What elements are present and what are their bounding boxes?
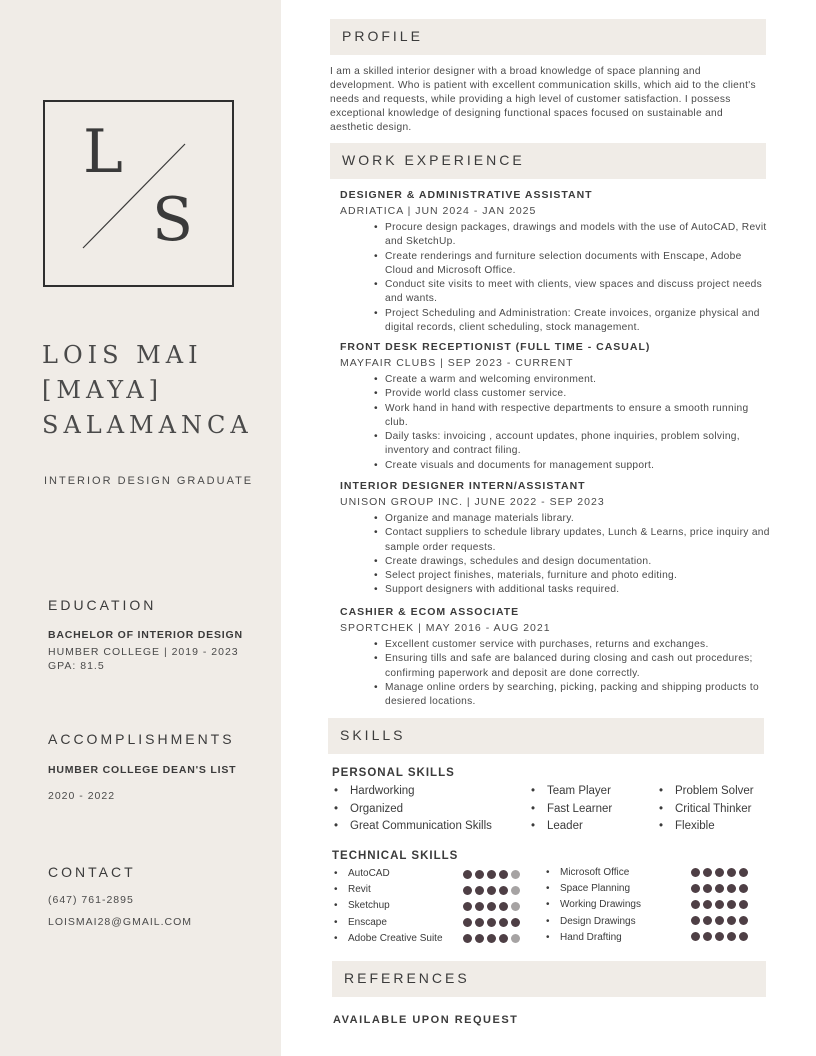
- job-bullet: • Contact suppliers to schedule library updates, Lunch & Learns, price inquiry and sample order requests.: [385, 526, 770, 555]
- rating-dot-filled: [475, 918, 484, 927]
- rating-dot-filled: [691, 932, 700, 941]
- sidebar: [0, 0, 281, 1056]
- rating-dot-filled: [715, 868, 724, 877]
- rating-dot-filled: [691, 884, 700, 893]
- contact-phone[interactable]: (647) 761-2895: [48, 894, 134, 906]
- job-meta: SPORTCHEK | MAY 2016 - AUG 2021: [340, 622, 551, 634]
- education-degree: BACHELOR OF INTERIOR DESIGN: [48, 629, 243, 641]
- job-bullet: • Project Scheduling and Administration: Create invoices, organize physical and digital records, client scheduling, stock management.: [385, 307, 770, 336]
- monogram-slash: [45, 102, 232, 285]
- rating-dot-filled: [739, 916, 748, 925]
- job-subtitle: INTERIOR DESIGN GRADUATE: [44, 475, 254, 487]
- personal-skill: • Critical Thinker: [659, 801, 754, 819]
- name-line-2: [MAYA]: [42, 376, 163, 404]
- personal-skill: • Fast Learner: [531, 801, 612, 819]
- job-bullet: • Conduct site visits to meet with clients, view spaces and discuss project needs and wants.: [385, 278, 770, 307]
- rating-dot-empty: [511, 902, 520, 911]
- skills-heading: SKILLS: [340, 727, 406, 743]
- technical-skill-ratings-right: [691, 864, 748, 945]
- skill-rating-row: [463, 898, 520, 914]
- rating-dot-filled: [499, 886, 508, 895]
- job-bullets: [385, 638, 770, 709]
- personal-skill: • Leader: [531, 818, 612, 836]
- education-heading: EDUCATION: [48, 597, 157, 613]
- profile-text: I am a skilled interior designer with a broad knowledge of space planning and development. Who is patient with excellent communication skills, which aid to the client's needs and requests, while providing a high level of customer satisfaction. I possess exceptional knowledge of designing functional spaces focused on sustainable and aesthetic design.: [330, 66, 756, 133]
- rating-dot-filled: [739, 884, 748, 893]
- skills-heading-bar: [328, 718, 764, 754]
- job-bullet: • Excellent customer service with purchases, returns and exchanges.: [385, 638, 770, 652]
- rating-dot-filled: [727, 900, 736, 909]
- rating-dot-empty: [511, 934, 520, 943]
- job-title: DESIGNER & ADMINISTRATIVE ASSISTANT: [340, 189, 593, 201]
- job-title: FRONT DESK RECEPTIONIST (FULL TIME - CASUAL): [340, 341, 651, 353]
- accomplishment-years: 2020 - 2022: [48, 790, 116, 802]
- technical-skill: • Adobe Creative Suite: [334, 931, 443, 947]
- rating-dot-filled: [727, 884, 736, 893]
- rating-dot-filled: [715, 932, 724, 941]
- personal-skill: • Organized: [334, 801, 492, 819]
- rating-dot-filled: [487, 886, 496, 895]
- rating-dot-filled: [487, 870, 496, 879]
- references-heading: REFERENCES: [344, 970, 470, 986]
- personal-skill: • Problem Solver: [659, 783, 754, 801]
- skill-rating-row: [463, 866, 520, 882]
- personal-skills-column: [659, 783, 754, 836]
- skill-rating-row: [463, 915, 520, 931]
- personal-skill: • Hardworking: [334, 783, 492, 801]
- technical-skill: • Working Drawings: [546, 897, 641, 913]
- education-school: HUMBER COLLEGE | 2019 - 2023: [48, 646, 239, 658]
- rating-dot-filled: [727, 916, 736, 925]
- job-bullets: [385, 373, 770, 473]
- rating-dot-filled: [691, 900, 700, 909]
- technical-skills-heading: TECHNICAL SKILLS: [332, 850, 459, 862]
- rating-dot-filled: [703, 884, 712, 893]
- personal-skills-heading: PERSONAL SKILLS: [332, 767, 455, 779]
- education-gpa: GPA: 81.5: [48, 660, 105, 672]
- job-bullet: • Work hand in hand with respective departments to ensure a smooth running club.: [385, 402, 770, 431]
- technical-skill: • Enscape: [334, 915, 443, 931]
- job-bullet: • Provide world class customer service.: [385, 387, 770, 401]
- work-heading: WORK EXPERIENCE: [342, 152, 525, 168]
- rating-dot-filled: [475, 902, 484, 911]
- job-bullet: • Ensuring tills and safe are balanced during closing and cash out procedures; confirming paperwork and deposit are done correctly.: [385, 652, 770, 681]
- rating-dot-filled: [475, 886, 484, 895]
- rating-dot-filled: [475, 870, 484, 879]
- rating-dot-filled: [463, 934, 472, 943]
- rating-dot-empty: [511, 870, 520, 879]
- rating-dot-filled: [703, 868, 712, 877]
- rating-dot-filled: [499, 870, 508, 879]
- name-line-3: SALAMANCA: [42, 411, 253, 439]
- accomplishment-title: HUMBER COLLEGE DEAN'S LIST: [48, 764, 237, 776]
- job-bullet: • Create renderings and furniture selection documents with Enscape, Adobe Cloud and Microsoft Office.: [385, 250, 770, 279]
- job-bullet: • Create a warm and welcoming environment.: [385, 373, 770, 387]
- job-entry: [340, 604, 770, 709]
- rating-dot-filled: [703, 932, 712, 941]
- personal-skill: • Flexible: [659, 818, 754, 836]
- rating-dot-filled: [715, 900, 724, 909]
- rating-dot-filled: [463, 918, 472, 927]
- rating-dot-filled: [487, 902, 496, 911]
- technical-skill: • Space Planning: [546, 881, 641, 897]
- technical-skill-ratings-left: [463, 866, 520, 947]
- rating-dot-filled: [715, 916, 724, 925]
- job-entry: [340, 187, 770, 335]
- rating-dot-filled: [475, 934, 484, 943]
- rating-dot-filled: [727, 868, 736, 877]
- job-bullet: • Organize and manage materials library.: [385, 512, 770, 526]
- rating-dot-filled: [739, 932, 748, 941]
- skill-rating-row: [691, 880, 748, 896]
- skill-rating-row: [691, 864, 748, 880]
- rating-dot-filled: [463, 886, 472, 895]
- skill-rating-row: [691, 896, 748, 912]
- job-entry: [340, 478, 770, 598]
- rating-dot-filled: [739, 868, 748, 877]
- rating-dot-filled: [511, 918, 520, 927]
- technical-skill: • Hand Drafting: [546, 930, 641, 946]
- rating-dot-filled: [487, 934, 496, 943]
- job-bullets: [385, 512, 770, 598]
- skill-rating-row: [691, 929, 748, 945]
- personal-skills-column: [531, 783, 612, 836]
- job-entry: [340, 339, 770, 473]
- technical-skill: • Sketchup: [334, 898, 443, 914]
- rating-dot-filled: [463, 902, 472, 911]
- skill-rating-row: [463, 931, 520, 947]
- rating-dot-filled: [715, 884, 724, 893]
- rating-dot-filled: [487, 918, 496, 927]
- job-bullet: • Daily tasks: invoicing , account updates, phone inquiries, problem solving, inventory and contract filing.: [385, 430, 770, 459]
- job-meta: UNISON GROUP INC. | JUNE 2022 - SEP 2023: [340, 496, 605, 508]
- personal-skill: • Great Communication Skills: [334, 818, 492, 836]
- skill-rating-row: [463, 882, 520, 898]
- job-bullet: • Procure design packages, drawings and models with the use of AutoCAD, Revit and SketchUp.: [385, 221, 770, 250]
- rating-dot-filled: [499, 934, 508, 943]
- job-bullet: • Support designers with additional tasks required.: [385, 583, 770, 597]
- profile-heading: PROFILE: [342, 28, 423, 44]
- rating-dot-filled: [703, 916, 712, 925]
- full-name: [42, 338, 253, 443]
- personal-skill: • Team Player: [531, 783, 612, 801]
- rating-dot-filled: [691, 916, 700, 925]
- references-text: AVAILABLE UPON REQUEST: [333, 1014, 519, 1026]
- profile-heading-bar: [330, 19, 766, 55]
- job-bullet: • Create drawings, schedules and design documentation.: [385, 555, 770, 569]
- rating-dot-filled: [691, 868, 700, 877]
- job-title: INTERIOR DESIGNER INTERN/ASSISTANT: [340, 480, 586, 492]
- rating-dot-filled: [727, 932, 736, 941]
- technical-skills-left: [334, 866, 443, 947]
- contact-heading: CONTACT: [48, 864, 136, 880]
- rating-dot-filled: [739, 900, 748, 909]
- job-bullet: • Select project finishes, materials, furniture and photo editing.: [385, 569, 770, 583]
- monogram-last-initial: S: [152, 185, 194, 255]
- contact-email[interactable]: LOISMAI28@GMAIL.COM: [48, 916, 193, 928]
- references-heading-bar: [332, 961, 766, 997]
- rating-dot-filled: [463, 870, 472, 879]
- accomplishments-heading: ACCOMPLISHMENTS: [48, 731, 235, 747]
- technical-skill: • Microsoft Office: [546, 865, 641, 881]
- technical-skills-right: [546, 865, 641, 946]
- job-bullets: [385, 221, 770, 335]
- job-meta: ADRIATICA | JUN 2024 - JAN 2025: [340, 205, 537, 217]
- rating-dot-filled: [499, 902, 508, 911]
- technical-skill: • Design Drawings: [546, 914, 641, 930]
- work-heading-bar: [330, 143, 766, 179]
- monogram-first-initial: L: [83, 117, 123, 187]
- job-title: CASHIER & ECOM ASSOCIATE: [340, 606, 520, 618]
- job-bullet: • Create visuals and documents for management support.: [385, 459, 770, 473]
- rating-dot-filled: [703, 900, 712, 909]
- job-meta: MAYFAIR CLUBS | SEP 2023 - CURRENT: [340, 357, 574, 369]
- rating-dot-filled: [499, 918, 508, 927]
- technical-skill: • Revit: [334, 882, 443, 898]
- personal-skills-column: [334, 783, 492, 836]
- rating-dot-empty: [511, 886, 520, 895]
- technical-skill: • AutoCAD: [334, 866, 443, 882]
- name-line-1: LOIS MAI: [42, 341, 203, 369]
- job-bullet: • Manage online orders by searching, picking, packing and shipping products to desiered locations.: [385, 681, 770, 710]
- skill-rating-row: [691, 913, 748, 929]
- monogram-logo: [43, 100, 234, 287]
